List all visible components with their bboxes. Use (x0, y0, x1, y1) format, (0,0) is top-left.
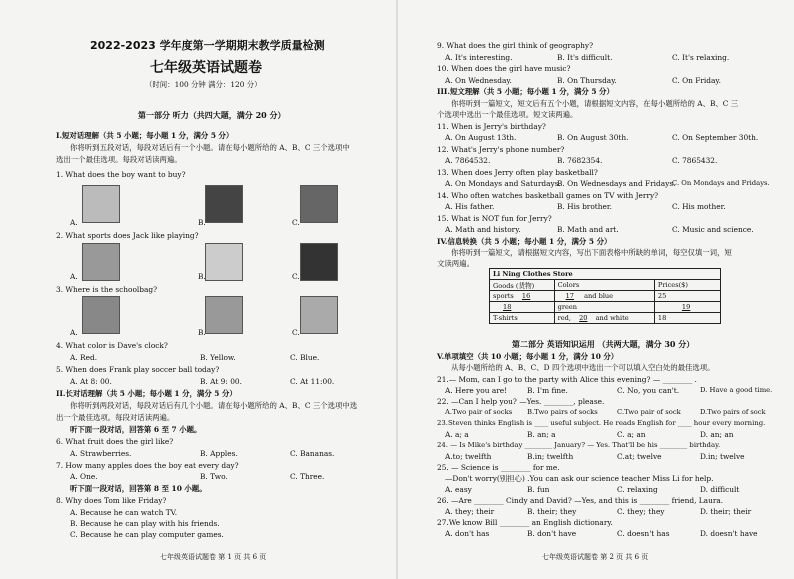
q24-opt-b: B.in; twelfth (527, 452, 574, 461)
q11-opt-a: A. On August 13th. (445, 133, 517, 142)
q8: 8. Why does Tom like Friday? (56, 496, 167, 505)
q7-opt-b: B. Two. (200, 472, 228, 481)
q3-label-a: A. (70, 328, 78, 337)
q8-opt-a: A. Because he can watch TV. (70, 508, 178, 517)
q12-opt-b: B. 7682354. (557, 156, 603, 165)
q26-opt-d: D. their; their (700, 507, 752, 516)
q9-opt-a: A. It's interesting. (445, 53, 513, 62)
chair-image (300, 296, 338, 334)
q6: 6. What fruit does the girl like? (56, 437, 174, 446)
table-cell: and white (595, 314, 629, 322)
q3-label-b: B. (198, 328, 206, 337)
q1-label-a: A. (70, 218, 78, 227)
q22-opt-a: A.Two pair of socks (445, 408, 513, 416)
q4-opt-c: C. Blue. (290, 353, 320, 362)
q6-opt-b: B. Apples. (200, 449, 238, 458)
table-cell: sports (493, 292, 514, 300)
q13: 13. When does Jerry often play basketball? (437, 168, 598, 177)
sec2-title: II.长对话理解（共 5 小题；每小题 1 分，满分 5 分） (56, 389, 237, 398)
q9-opt-b: B. It's difficult. (557, 53, 613, 62)
sec3-title: III.短文理解（共 5 小题；每小题 1 分，满分 5 分） (437, 87, 614, 96)
baseball-image (205, 243, 243, 281)
q15-opt-b: B. Math and art. (557, 225, 619, 234)
q4-opt-b: B. Yellow. (200, 353, 236, 362)
jacket-image (300, 185, 338, 223)
q11: 11. When is Jerry's birthday? (437, 122, 546, 131)
q6-opt-a: A. Strawberries. (70, 449, 132, 458)
q25-opt-d: D. difficult (700, 485, 740, 494)
right-footer: 七年级英语试题卷 第 2 页 共 6 页 (542, 553, 649, 561)
q3: 3. Where is the schoolbag? (56, 285, 158, 294)
balls-image (82, 243, 120, 281)
q12-opt-c: C. 7865432. (672, 156, 718, 165)
q21-opt-c: C. No, you can't. (617, 386, 680, 395)
table-row (490, 313, 721, 324)
sec5-title: V.单项填空（共 10 小题；每小题 1 分，满分 10 分） (437, 352, 619, 361)
clothes-table (489, 268, 721, 324)
q22: 22. —Can I help you? —Yes. ________, please. (437, 397, 605, 406)
blank-20[interactable]: 20 (579, 314, 588, 322)
q21-opt-a: A. Here you are! (445, 386, 508, 395)
q1-label-b: B. (198, 218, 206, 227)
q13-opt-b: B. On Wednesdays and Fridays. (557, 179, 676, 188)
sec2-sub1: 听下面一段对话，回答第 6 至 7 小题。 (70, 425, 202, 434)
q24-opt-c: C.at; twelve (617, 452, 662, 461)
q22-opt-d: D.Two pairs of sock (700, 408, 766, 416)
q10-opt-b: B. On Thursday. (557, 76, 617, 85)
part1-title: 第一部分 听力（共四大题，满分 20 分） (138, 110, 286, 120)
q21-opt-b: B. I'm fine. (527, 386, 568, 395)
room-image (82, 296, 120, 334)
blank-18[interactable]: 18 (503, 303, 512, 311)
table-cell: and blue (584, 292, 614, 300)
table-row (490, 302, 721, 313)
q8-opt-b: B. Because he can play with his friends. (70, 519, 220, 528)
sec4-instr2: 文读两遍。 (437, 259, 474, 268)
q25: 25. — Science is ________ for me. (437, 463, 560, 472)
q27-opt-a: A. don't has (445, 529, 490, 538)
q25-response: —Don't worry(别担心) .You can ask our science teacher Miss Li for help. (445, 474, 714, 483)
q4-opt-a: A. Red. (70, 353, 98, 362)
q25-opt-c: C. relaxing (617, 485, 658, 494)
q26: 26. —Are ________ Cindy and David? —Yes, and this is ________ friend, Laura. (437, 496, 724, 505)
sec3-instr2: 个选项中选出一个最佳选项。短文读两遍。 (437, 110, 578, 119)
q11-opt-c: C. On September 30th. (672, 133, 759, 142)
schoolbag-desk-image (205, 296, 243, 334)
sec5-instr: 从每小题所给的 A、B、C、D 四个选项中选出一个可以填入空白处的最佳选项。 (451, 363, 715, 372)
q21: 21.— Mom, can I go to the party with Alice this evening? — ________ . (437, 375, 697, 384)
sec1-title: I.短对话理解（共 5 小题；每小题 1 分，满分 5 分） (56, 131, 234, 140)
q24-opt-a: A.to; twelfth (445, 452, 492, 461)
q14-opt-b: B. His brother. (557, 202, 612, 211)
q23-opt-b: B. an; a (527, 430, 556, 439)
q15-opt-c: C. Music and science. (672, 225, 754, 234)
q24-opt-d: D.in; twelve (700, 452, 745, 461)
q1: 1. What does the boy want to buy? (56, 170, 186, 179)
q4: 4. What color is Dave's clock? (56, 341, 168, 350)
q2-label-a: A. (70, 272, 78, 281)
right-page (397, 0, 794, 579)
q14-opt-a: A. His father. (445, 202, 495, 211)
q23: 23.Steven thinks English is ____ useful subject. He reads English for ____ hour every morning. (437, 419, 766, 427)
table-title: Li Ning Clothes Store (490, 269, 721, 280)
table-cell: red, (557, 314, 571, 322)
q12: 12. What's Jerry's phone number? (437, 145, 565, 154)
q8-opt-c: C. Because he can play computer games. (70, 530, 224, 539)
q23-opt-a: A. a; a (445, 430, 469, 439)
part2-title: 第二部分 英语知识运用 （共两大题，满分 30 分） (512, 339, 695, 349)
q24: 24. — Is Mike's birthday ________ January? — Yes. That'll be his ________ birthday. (437, 441, 721, 449)
q7-opt-c: C. Three. (290, 472, 325, 481)
q9: 9. What does the girl think of geography? (437, 41, 594, 50)
q15-opt-a: A. Math and history. (445, 225, 521, 234)
q21-opt-d: D. Have a good time. (700, 386, 773, 394)
q10: 10. When does the girl have music? (437, 64, 571, 73)
exam-title: 七年级英语试题卷 (150, 60, 262, 76)
q25-opt-b: B. fun (527, 485, 550, 494)
sec3-instr1: 你将听到一篇短文，短文后有五个小题，请根据短文内容，在每小题所给的 A、B、C 三 (451, 99, 739, 108)
sec4-instr1: 你将听到一篇短文，请根据短文内容，写出下面表格中所缺的单词，每空仅填一词，短 (451, 248, 732, 257)
soccer-ball-image (300, 243, 338, 281)
q27-opt-b: B. don't have (527, 529, 577, 538)
table-row (490, 291, 721, 302)
q14-opt-c: C. His mother. (672, 202, 726, 211)
table-cell: 25 (654, 291, 720, 302)
q26-opt-c: C. they; they (617, 507, 665, 516)
q22-opt-b: B.Two pairs of socks (527, 408, 598, 416)
q27-opt-d: D. doesn't have (700, 529, 758, 538)
q10-opt-a: A. On Wednesday. (445, 76, 512, 85)
table-cell: 18 (654, 313, 720, 324)
q1-label-c: C. (292, 218, 300, 227)
time-score: （时间：100 分钟 满分：120 分） (145, 80, 262, 89)
q27: 27.We know Bill ________ an English dictionary. (437, 518, 613, 527)
tshirt-image (82, 185, 120, 223)
q10-opt-c: C. On Friday. (672, 76, 721, 85)
left-footer: 七年级英语试题卷 第 1 页 共 6 页 (160, 553, 267, 561)
table-header-colors: Colors (554, 280, 654, 291)
q26-opt-a: A. they; their (445, 507, 495, 516)
sec2-instr1: 你将听到两段对话，每段对话后有几个小题。请在每小题所给的 A、B、C 三个选项中选 (70, 401, 358, 410)
sec4-title: IV.信息转换（共 5 小题；每小题 1 分，满分 5 分） (437, 237, 612, 246)
blank-19[interactable]: 19 (681, 303, 691, 311)
sec2-instr2: 出一个最佳选项。每段对话读两遍。 (56, 413, 175, 422)
q2: 2. What sports does Jack like playing? (56, 231, 199, 240)
q23-opt-c: C. a; an (617, 430, 646, 439)
q9-opt-c: C. It's relaxing. (672, 53, 730, 62)
q13-opt-a: A. On Mondays and Saturdays. (445, 179, 561, 188)
q5-opt-b: B. At 9: 00. (200, 377, 242, 386)
q2-label-c: C. (292, 272, 300, 281)
year-title: 2022-2023 学年度第一学期期末教学质量检测 (90, 39, 325, 52)
sec1-instr1: 你将听到五段对话，每段对话后有一个小题。请在每小题所给的 A、B、C 三个选项中 (70, 143, 350, 152)
q6-opt-c: C. Bananas. (290, 449, 335, 458)
q12-opt-a: A. 7864532. (445, 156, 491, 165)
table-header-goods: Goods (货物) (490, 280, 555, 291)
q7-opt-a: A. One. (70, 472, 98, 481)
table-cell: green (554, 302, 654, 313)
q27-opt-c: C. doesn't has (617, 529, 670, 538)
sec2-sub2: 听下面一段对话，回答第 8 至 10 小题。 (70, 484, 207, 493)
q15: 15. What is NOT fun for Jerry? (437, 214, 552, 223)
q22-opt-c: C.Two pair of sock (617, 408, 681, 416)
blank-16[interactable]: 16 (521, 292, 531, 300)
q13-opt-c: C. On Mondays and Fridays. (672, 179, 770, 187)
q11-opt-b: B. On August 30th. (557, 133, 629, 142)
q25-opt-a: A. easy (445, 485, 472, 494)
q5-opt-c: C. At 11:00. (290, 377, 335, 386)
q14: 14. Who often watches basketball games on TV with Jerry? (437, 191, 659, 200)
q3-label-c: C. (292, 328, 300, 337)
q23-opt-d: D. an; an (700, 430, 734, 439)
blank-17[interactable]: 17 (565, 292, 574, 300)
table-header-prices: Prices($) (654, 280, 720, 291)
socks-image (205, 185, 243, 223)
q5: 5. When does Frank play soccer ball today? (56, 365, 220, 374)
q5-opt-a: A. At 8: 00. (70, 377, 112, 386)
q7: 7. How many apples does the boy eat every day? (56, 461, 239, 470)
table-cell: T-shirts (490, 313, 555, 324)
sec1-instr2: 选出一个最佳选项。每段对话读两遍。 (56, 155, 182, 164)
q26-opt-b: B. their; they (527, 507, 577, 516)
q2-label-b: B. (198, 272, 206, 281)
